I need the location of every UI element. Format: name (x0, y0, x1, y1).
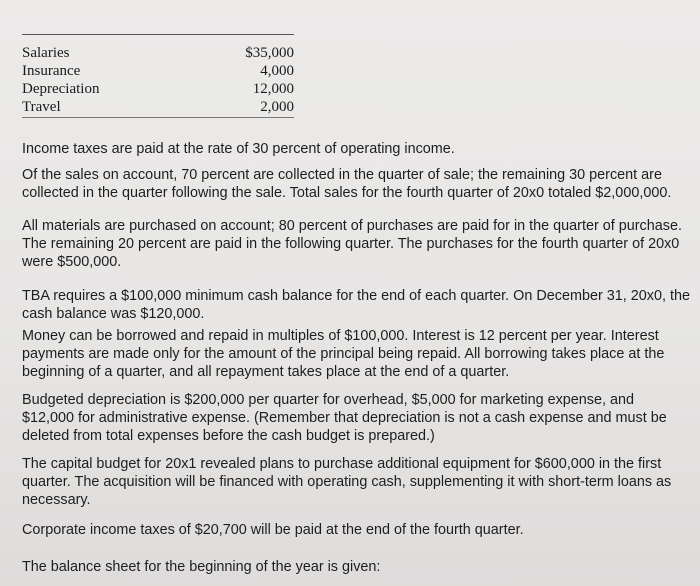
expense-label: Insurance (22, 63, 81, 79)
expense-row-travel (22, 98, 294, 118)
expense-row-insurance (22, 62, 294, 80)
paragraph-materials (22, 217, 690, 271)
paragraph-text: The balance sheet for the beginning of the year is given: (22, 559, 381, 575)
paragraph-text: Budgeted depreciation is $200,000 per quarter for overhead, $5,000 for marketing expense, and $12,000 for administrative expense. (Remember that depreciation is not a cash expense and must be deleted from total expenses before the cash budget is prepared.) (22, 392, 667, 444)
paragraph-borrowing (22, 327, 690, 381)
expense-table (22, 34, 294, 118)
paragraph-income-tax (22, 140, 690, 158)
expense-amount: 2,000 (260, 98, 294, 118)
paragraph-depreciation (22, 391, 690, 445)
paragraph-text: Corporate income taxes of $20,700 will be paid at the end of the fourth quarter. (22, 522, 524, 538)
expense-label: Travel (22, 99, 61, 115)
paragraph-balance-sheet (22, 558, 690, 576)
paragraph-sales-collection (22, 166, 690, 202)
paragraph-text: Of the sales on account, 70 percent are collected in the quarter of sale; the remaining 30 percent are collected in the quarter following the sale. Total sales for the fourth quarter of 20x0 totaled $2,000,000. (22, 167, 672, 201)
expense-amount: 12,000 (252, 81, 294, 97)
paragraph-text: Money can be borrowed and repaid in multiples of $100,000. Interest is 12 percent per year. Interest payments are made only for the amount of the principal being repaid. All borrowing takes place at the beginning of a quarter, and all repayment takes place at the end of a quarter. (22, 328, 665, 380)
paragraph-cash-balance (22, 287, 690, 323)
table-bottom-rule (22, 117, 294, 118)
paragraph-capital-budget (22, 455, 690, 509)
paragraph-corporate-tax (22, 521, 690, 539)
expense-label: Depreciation (22, 81, 100, 97)
paragraph-text: TBA requires a $100,000 minimum cash balance for the end of each quarter. On December 31, 20x0, the cash balance was $120,000. (22, 288, 690, 322)
expense-amount: $35,000 (245, 45, 294, 61)
paragraph-text: The capital budget for 20x1 revealed plans to purchase additional equipment for $600,000 in the first quarter. The acquisition will be financed with operating cash, supplementing it with short-term loans as necessary. (22, 456, 672, 508)
expense-row-depreciation (22, 80, 294, 98)
expense-row-salaries (22, 44, 294, 62)
paragraph-text: Income taxes are paid at the rate of 30 percent of operating income. (22, 141, 455, 157)
expense-label: Salaries (22, 45, 70, 61)
expense-amount: 4,000 (260, 63, 294, 79)
paragraph-text: All materials are purchased on account; 80 percent of purchases are paid for in the quarter of purchase. The remaining 20 percent are paid in the following quarter. The purchases for the fourth quarter of 20x0 were $500,000. (22, 218, 682, 270)
